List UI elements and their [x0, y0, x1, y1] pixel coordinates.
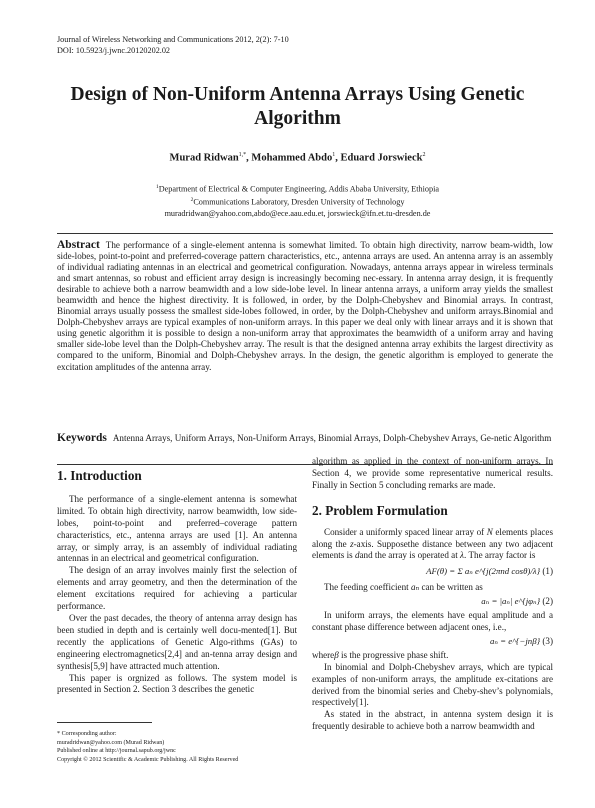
section-2-number: 2. [312, 502, 322, 518]
abstract-text: The performance of a single-element antenna is somewhat limited. To obtain high directivity, narrow beam-width, low side-lobes, point-to-point and preferred-coverage pattern characteristics, etc., antenna arrays are used. An antenna array is an assembly of individual radiating antennas in an electrical and geometrical configuration. Nowadays, antenna arrays appear in wireless terminals and smart antennas, so robust and efficient array design is increasingly becoming nec-essary. In antenna array design, it is frequently desirable to achieve both a narrow beamwidth and a low side-lobe level. In linear antenna arrays, a uniform array yields the smallest beamwidth and hence the highest directivity. It is followed, in order, by the Dolph-Chebyshev and Binomial arrays. In contrast, Binomial arrays usually possess the smallest side-lobes followed, in order, by the Dolph-Chebyshev and uniform arrays.Binomial and Dolph-Chebyshev arrays are typical examples of non-uniform arrays. In this paper we deal only with linear arrays and it is shown that using genetic algorithm it is possible to design a non-uniform array that approximates the beamwidth of a uniform array and having smaller side-lobe level than the Dolph-Chebyshev array. The result is that the designed antenna array exhibits the largest directivity as compared to the uniform, Binomial and Dolph-Chebyshev arrays. In the design, the genetic algorithm is employed to generate the excitation amplitudes of the antenna array. [57, 240, 553, 372]
right-column [312, 456, 553, 733]
symbol-beta: β [334, 649, 339, 660]
section-1-title: Introduction [70, 468, 142, 483]
journal-citation: Journal of Wireless Networking and Communications 2012, 2(2): 7-10 [57, 35, 289, 44]
equation-1-lhs: AF(θ) = [426, 566, 456, 577]
p1-part-b: elements places along the [312, 526, 553, 549]
author-3: Eduard Jorswieck [340, 152, 423, 164]
symbol-an: aₙ [410, 582, 420, 593]
affiliations [40, 182, 555, 219]
symbol-N: N [486, 526, 493, 537]
equation-3 [312, 636, 553, 648]
intro-paragraph-2: The design of an array involves mainly first the selection of elements and array geometry, and then the determination of the element excitations required for achieving a particular performance. [57, 565, 297, 612]
keywords [57, 433, 553, 445]
p1-part-a: Consider a uniformly spaced linear array of [324, 526, 485, 537]
symbol-z: z [350, 538, 354, 549]
p1-part-d: and the array is operated at [359, 550, 458, 561]
p1-part-c: -axis. Supposethe distance between any two adjacent elements is [312, 538, 553, 561]
journal-doi: DOI: 10.5923/j.jwnc.20120202.02 [57, 45, 171, 55]
author-3-sup: 2 [422, 152, 426, 158]
equation-2-body: aₙ = |aₙ| e^{jφₙ} [481, 596, 541, 607]
equation-2-number: (2) [542, 596, 553, 607]
abstract [57, 240, 553, 373]
equation-1-rhs: Σ aₙ e^{j(2πnd cosθ)/λ} [457, 566, 541, 577]
keywords-label: Keywords [57, 432, 107, 444]
intro-paragraph-1: The performance of a single-element antenna is somewhat limited. To obtain high directivity, narrow beamwidth, low side-lobes, point-to-point and preferred–coverage pattern characteristics, etc., antenna arrays are used [1]. An antenna array, or simply array, is an assembly of individual radiating antennas in an electrical and geometrical configuration. [57, 493, 297, 564]
formulation-paragraph-1 [312, 527, 553, 563]
p4-part-a: where [312, 649, 335, 660]
equation-1-number: (1) [542, 566, 553, 577]
section-1-number: 1. [57, 468, 67, 483]
aff2-sup: 2 [190, 197, 194, 204]
affiliation-1: Department of Electrical & Computer Engineering, Addis Ababa University, Ethiopia [158, 184, 440, 194]
equation-2 [312, 596, 553, 608]
author-2: Mohammed Abdo [251, 152, 333, 164]
footnote [57, 730, 297, 764]
left-column [57, 470, 297, 696]
paper-title [40, 83, 555, 131]
author-2-sup: 1 [332, 152, 336, 158]
symbol-lambda: λ [460, 550, 464, 561]
symbol-d: d [354, 550, 360, 561]
intro-paragraph-4: This paper is orgnized as follows. The system model is presented in Section 2. Section 3 describes the genetic [57, 672, 297, 695]
section-2-heading [312, 502, 553, 518]
footnote-published: Published online at http://journal.sapub.org/jwnc [57, 748, 176, 754]
author-1-sup: 1,* [238, 152, 247, 158]
p1-part-e: . The array factor is [463, 550, 536, 561]
author-list: Murad Ridwan$^{1,*}$, Mohammed Abdo$^1$, Eduard Jorswieck$^2$ [169, 152, 426, 164]
equation-3-number: (3) [542, 635, 553, 646]
p4-part-b: is the progressive phase shift. [341, 649, 449, 660]
aff1-sup: 1 [155, 184, 159, 190]
intro-paragraph-3: Over the past decades, the theory of antenna array design has been studied in depth and is certainly well docu-mented[1]. But recently the applications of Genetic Algo-rithms (GAs) to engineering electromagnetics[2,4] and an-tenna array design and synthesis[5,9] have attracted much attention. [57, 612, 297, 671]
p2-part-b: can be written as [421, 582, 483, 593]
footnote-email: muradridwan@yahoo.com (Murad Ridwan) [57, 739, 165, 746]
p2-part-a: The feeding coefficient [324, 582, 409, 593]
section-1-heading [57, 470, 297, 482]
footnote-rule [57, 722, 152, 723]
equation-1 [312, 566, 553, 578]
abstract-label: Abstract [57, 239, 100, 251]
keywords-text: Antenna Arrays, Uniform Arrays, Non-Uniform Arrays, Binomial Arrays, Dolph-Chebyshev Arrays, Ge-netic Algorithm [112, 433, 552, 443]
formulation-paragraph-3: In uniform arrays, the elements have equal amplitude and a constant phase difference between adjacent ones, i.e., [312, 610, 553, 632]
footnote-corresponding: * Corresponding author: [57, 731, 117, 737]
title-line-2: Algorithm [254, 108, 341, 129]
formulation-paragraph-2 [312, 582, 553, 594]
right-paragraph-0: algorithm as applied in the context of non-uniform arrays. In Section 4, we provide some representative numerical results. Finally in Section 5 concluding remarks are made. [312, 456, 553, 490]
author-emails: muradridwan@yahoo.com,abdo@ece.aau.edu.et, jorswieck@ifn.et.tu-dresden.de [164, 208, 431, 218]
section-2-title: Problem Formulation [325, 502, 448, 518]
footnote-copyright: Copyright © 2012 Scientific & Academic Publishing. All Rights Reserved [57, 756, 239, 763]
author-1: Murad Ridwan [169, 152, 239, 164]
affiliation-2: Communications Laboratory, Dresden University of Technology [193, 198, 405, 208]
formulation-paragraph-5: In binomial and Dolph-Chebyshev arrays, which are typical examples of non-uniform arrays, the amplitude ex-citations are derived from the binomial series and Cheby-shev’s polynomials, respectively[1]. [312, 661, 553, 708]
divider-top [57, 233, 553, 234]
equation-3-body: aₙ = e^{−jnβ} [489, 635, 541, 646]
title-line-1: Design of Non-Uniform Antenna Arrays Using Genetic [70, 84, 525, 105]
formulation-paragraph-4 [312, 650, 553, 662]
formulation-paragraph-6: As stated in the abstract, in antenna system design it is frequently desirable to achieve both a narrow beamwidth and [312, 709, 553, 732]
journal-header [57, 35, 289, 56]
